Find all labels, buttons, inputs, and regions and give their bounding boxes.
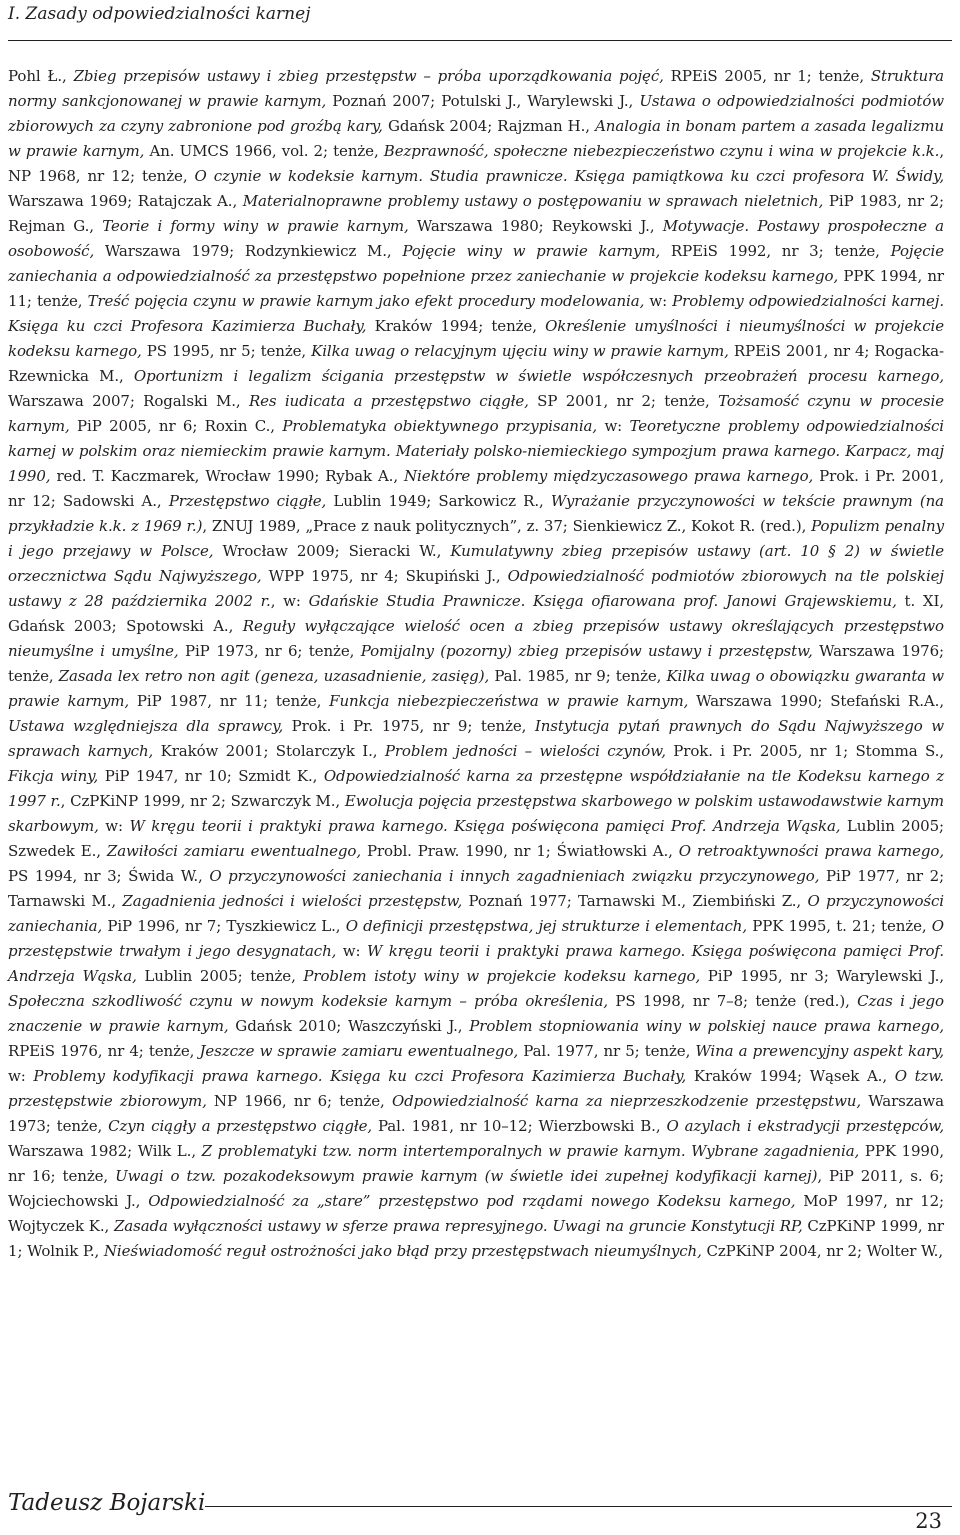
citation-text: Pohl Ł.,: [8, 67, 74, 85]
citation-title-italic: Pojęcie zaniechania a odpowiedzialność za przestępstwo popełnione przez zaniechanie w projekcie kodeksu karnego,: [8, 242, 945, 285]
citation-title-italic: Tożsamość czynu w procesie karnym,: [8, 392, 944, 435]
citation-title-italic: Struktura normy sankcjonowanej w prawie karnym,: [8, 67, 944, 110]
citation-text: w:: [336, 942, 367, 960]
citation-text: WPP 1975, nr 4; Skupiński J.,: [261, 567, 508, 585]
citation-title-italic: Analogia in bonam partem a zasada legalizmu w prawie karnym,: [8, 117, 944, 160]
citation-title-italic: Motywacje. Postawy prospołeczne a osobowość,: [8, 217, 944, 260]
citation-text: RPEiS 1992, nr 3; tenże,: [660, 242, 891, 260]
footer-rule: [205, 1506, 952, 1507]
page-number: 23: [915, 1509, 942, 1533]
citation-title-italic: Oportunizm i legalizm ścigania przestępstw w świetle współczesnych przeobrażeń procesu karnego,: [133, 367, 944, 385]
citation-title-italic: W kręgu teorii i praktyki prawa karnego. Księga poświęcona pamięci Prof. Andrzeja Wąska,: [8, 942, 944, 985]
citation-title-italic: Zawiłości zamiaru ewentualnego,: [106, 842, 361, 860]
citation-text: NP 1966, nr 6; tenże,: [206, 1092, 392, 1110]
citation-title-italic: Problemy odpowiedzialności karnej. Księga ku czci Profesora Kazimierza Buchały,: [8, 292, 944, 335]
citation-title-italic: Kumulatywny zbieg przepisów ustawy (art. 10 § 2) w świetle orzecznictwa Sądu Najwyższego,: [8, 542, 944, 585]
citation-text: PiP 1995, nr 3; Warylewski J.,: [700, 967, 944, 985]
citation-title-italic: Materialnoprawne problemy ustawy o postępowaniu w sprawach nieletnich,: [242, 192, 824, 210]
citation-title-italic: Odpowiedzialność karna za przestępne współdziałanie na tle Kodeksu karnego z 1997 r.: [8, 767, 944, 810]
citation-title-italic: Uwagi o tzw. pozakodeksowym prawie karnym (w świetle idei zupełnej kodyfikacji karnej): [115, 1167, 818, 1185]
citation-text: Lublin 2005; Szwedek E.,: [8, 817, 944, 860]
citation-title-italic: O przyczynowości zaniechania,: [8, 892, 944, 935]
citation-title-italic: Funkcja niebezpieczeństwa w prawie karnym,: [329, 692, 689, 710]
citation-title-italic: Odpowiedzialność karna za nieprzeszkodzenie przestępstwu,: [391, 1092, 862, 1110]
citation-text: PS 1994, nr 3; Świda W.,: [8, 867, 210, 885]
footer-author: Tadeusz Bojarski: [8, 1490, 206, 1516]
citation-text: , CzPKiNP 1999, nr 2; Szwarczyk M.,: [60, 792, 345, 810]
citation-title-italic: Instytucja pytań prawnych do Sądu Najwyższego w sprawach karnych,: [8, 717, 944, 760]
citation-text: RPEiS 2001, nr 4; Rogacka-Rzewnicka M.,: [8, 342, 944, 385]
citation-text: Warszawa 1976; tenże,: [8, 642, 944, 685]
citation-text: , w:: [270, 592, 309, 610]
citation-text: , ZNUJ 1989, „Prace z nauk politycznych”, z. 37; Sienkiewicz Z., Kokot R. (red.),: [202, 517, 812, 535]
citation-text: PPK 1990, nr 16; tenże,: [8, 1142, 944, 1185]
citation-title-italic: Problem istoty winy w projekcie kodeksu karnego,: [303, 967, 701, 985]
citation-title-italic: Ustawa względniejsza dla sprawcy,: [8, 717, 284, 735]
citation-text: Prok. i Pr. 2001, nr 12; Sadowski A.,: [8, 467, 944, 510]
citation-text: Gdańsk 2010; Waszczyński J.,: [228, 1017, 470, 1035]
citation-text: Kraków 1994; Wąsek A.,: [686, 1067, 895, 1085]
citation-title-italic: Bezprawność, społeczne niebezpieczeństwo czynu i wina w projekcie k.k.: [383, 142, 940, 160]
citation-title-italic: Pojęcie winy w prawie karnym,: [402, 242, 661, 260]
citation-text: Warszawa 1979; Rodzynkiewicz M.,: [94, 242, 403, 260]
citation-title-italic: Z problematyki tzw. norm intertemporalnych w prawie karnym. Wybrane zagadnienia,: [201, 1142, 860, 1160]
citation-text: Lublin 2005; tenże,: [136, 967, 304, 985]
citation-title-italic: O tzw. przestępstwie zbiorowym,: [8, 1067, 944, 1110]
citation-title-italic: Fikcja winy,: [8, 767, 99, 785]
citation-text: RPEiS 1976, nr 4; tenże,: [8, 1042, 200, 1060]
citation-title-italic: Teoretyczne problemy odpowiedzialności karnej w polskim oraz niemieckim prawie karnym. Materiały polsko-niemieckiego sympozjum prawa karnego. Karpacz, maj 1990,: [8, 417, 944, 485]
citation-title-italic: Zagadnienia jedności i wielości przestępstw,: [122, 892, 463, 910]
citation-title-italic: Czas i jego znaczenie w prawie karnym,: [8, 992, 944, 1035]
citation-text: Probl. Praw. 1990, nr 1; Światłowski A.,: [361, 842, 679, 860]
citation-title-italic: Problemy kodyfikacji prawa karnego. Księga ku czci Profesora Kazimierza Buchały,: [33, 1067, 687, 1085]
citation-text: w:: [8, 1067, 34, 1085]
citation-title-italic: Wina a prewencyjny aspekt kary,: [695, 1042, 945, 1060]
citation-text: PiP 1983, nr 2; Rejman G.,: [8, 192, 944, 235]
citation-text: PiP 1977, nr 2; Tarnawski M.,: [8, 867, 945, 910]
citation-text: Pal. 1981, nr 10–12; Wierzbowski B.,: [372, 1117, 667, 1135]
citation-title-italic: Wyrażanie przyczynowości w tekście prawnym (na przykładzie k.k. z 1969 r.): [8, 492, 944, 535]
citation-title-italic: O przyczynowości zaniechania i innych zagadnieniach związku przyczynowego,: [209, 867, 820, 885]
citation-text: PiP 1973, nr 6; tenże,: [178, 642, 361, 660]
citation-text: RPEiS 2005, nr 1; tenże,: [663, 67, 871, 85]
citation-text: Warszawa 1973; tenże,: [8, 1092, 944, 1135]
citation-text: Kraków 2001; Stolarczyk I.,: [153, 742, 385, 760]
citation-text: Wrocław 2009; Sieracki W.,: [213, 542, 451, 560]
citation-title-italic: Społeczna szkodliwość czynu w nowym kodeksie karnym – próba określenia,: [8, 992, 608, 1010]
citation-text: Prok. i Pr. 2005, nr 1; Stomma S.,: [665, 742, 944, 760]
citation-title-italic: Gdańskie Studia Prawnicze. Księga ofiarowana prof. Janowi Grajewskiemu,: [308, 592, 897, 610]
citation-text: Lublin 1949; Sarkowicz R.,: [326, 492, 551, 510]
citation-text: Poznań 1977; Tarnawski M., Ziembiński Z.,: [462, 892, 808, 910]
citation-title-italic: Pomijalny (pozorny) zbieg przepisów ustawy i przestępstw,: [360, 642, 813, 660]
citation-title-italic: Niektóre problemy międzyczasowego prawa karnego,: [404, 467, 814, 485]
citation-title-italic: Treść pojęcia czynu w prawie karnym jako efekt procedury modelowania,: [87, 292, 645, 310]
citation-text: CzPKiNP 2004, nr 2; Wolter W.,: [701, 1242, 944, 1260]
citation-text: An. UMCS 1966, vol. 2; tenże,: [144, 142, 384, 160]
citation-text: w:: [644, 292, 673, 310]
citation-title-italic: Odpowiedzialność za „stare” przestępstwo pod rządami nowego Kodeksu karnego,: [148, 1192, 796, 1210]
citation-text: Kraków 1994; tenże,: [366, 317, 546, 335]
citation-text: , NP 1968, nr 12; tenże,: [8, 142, 944, 185]
citation-text: t. XI, Gdańsk 2003; Spotowski A.,: [8, 592, 944, 635]
citation-title-italic: Przestępstwo ciągłe,: [168, 492, 327, 510]
citation-text: PPK 1994, nr 11; tenże,: [8, 267, 944, 310]
citation-text: PPK 1995, t. 21; tenże,: [747, 917, 932, 935]
citation-title-italic: Czyn ciągły a przestępstwo ciągłe,: [108, 1117, 373, 1135]
citation-title-italic: Problem stopniowania winy w polskiej nauce prawa karnego,: [469, 1017, 944, 1035]
citation-text: CzPKiNP 1999, nr 1; Wolnik P.,: [8, 1217, 944, 1260]
citation-text: Warszawa 1990; Stefański R.A.,: [688, 692, 944, 710]
citation-text: PS 1998, nr 7–8; tenże (red.),: [607, 992, 858, 1010]
citation-text: red. T. Kaczmarek, Wrocław 1990; Rybak A.,: [50, 467, 404, 485]
bibliography-paragraph: [8, 64, 944, 1264]
citation-title-italic: Zasada lex retro non agit (geneza, uzasadnienie, zasięg),: [58, 667, 490, 685]
citation-text: Warszawa 2007; Rogalski M.,: [8, 392, 249, 410]
citation-title-italic: Problem jedności – wielości czynów,: [384, 742, 666, 760]
citation-title-italic: Ewolucja pojęcia przestępstwa skarbowego w polskim ustawodawstwie karnym skarbowym,: [8, 792, 944, 835]
citation-text: PiP 1996, nr 7; Tyszkiewicz L.,: [102, 917, 346, 935]
citation-title-italic: O czynie w kodeksie karnym. Studia prawnicze. Księga pamiątkowa ku czci profesora W. Świdy,: [194, 167, 944, 185]
citation-text: w:: [597, 417, 630, 435]
citation-title-italic: O definicji przestępstwa, jej strukturze i elementach,: [345, 917, 748, 935]
citation-title-italic: Kilka uwag o relacyjnym ujęciu winy w prawie karnym,: [311, 342, 729, 360]
citation-title-italic: Nieświadomość reguł ostrożności jako błąd przy przestępstwach nieumyślnych,: [103, 1242, 702, 1260]
citation-title-italic: Res iudicata a przestępstwo ciągłe,: [248, 392, 529, 410]
citation-title-italic: Problematyka obiektywnego przypisania,: [282, 417, 598, 435]
running-header: I. Zasady odpowiedzialności karnej: [8, 4, 311, 24]
citation-text: Warszawa 1980; Reykowski J.,: [408, 217, 663, 235]
citation-text: Pal. 1985, nr 9; tenże,: [489, 667, 667, 685]
citation-title-italic: O przestępstwie trwałym i jego desygnatach,: [8, 917, 944, 960]
citation-text: Pal. 1977, nr 5; tenże,: [518, 1042, 696, 1060]
citation-text: PS 1995, nr 5; tenże,: [141, 342, 312, 360]
citation-text: , PiP 2011, s. 6; Wojciechowski J.,: [8, 1167, 944, 1210]
citation-text: Warszawa 1969; Ratajczak A.,: [8, 192, 243, 210]
citation-title-italic: Zasada wyłączności ustawy w sferze prawa represyjnego. Uwagi na gruncie Konstytucji RP,: [113, 1217, 803, 1235]
citation-text: Gdańsk 2004; Rajzman H.,: [382, 117, 596, 135]
citation-title-italic: Populizm penalny i jego przejawy w Polsce,: [8, 517, 944, 560]
citation-text: PiP 1947, nr 10; Szmidt K.,: [98, 767, 324, 785]
citation-text: SP 2001, nr 2; tenże,: [528, 392, 719, 410]
citation-text: PiP 2005, nr 6; Roxin C.,: [69, 417, 283, 435]
citation-title-italic: Odpowiedzialność podmiotów zbiorowych na tle polskiej ustawy z 28 października 2002 r.: [8, 567, 944, 610]
citation-title-italic: W kręgu teorii i praktyki prawa karnego. Księga poświęcona pamięci Prof. Andrzeja Wąska,: [129, 817, 841, 835]
citation-title-italic: Teorie i formy winy w prawie karnym,: [102, 217, 409, 235]
citation-title-italic: O retroaktywności prawa karnego,: [678, 842, 944, 860]
citation-title-italic: Zbieg przepisów ustawy i zbieg przestępstw – próba uporządkowania pojęć,: [73, 67, 664, 85]
header-rule: [8, 40, 952, 41]
citation-title-italic: Jeszcze w sprawie zamiaru ewentualnego,: [199, 1042, 519, 1060]
citation-title-italic: Kilka uwag o obowiązku gwaranta w prawie karnym,: [8, 667, 944, 710]
citation-title-italic: O azylach i ekstradycji przestępców,: [666, 1117, 944, 1135]
citation-text: w:: [98, 817, 130, 835]
citation-text: Warszawa 1982; Wilk L.,: [8, 1142, 202, 1160]
citation-title-italic: Reguły wyłączające wielość ocen a zbieg przepisów ustawy określających przestępstwo nieumyślne i umyślne,: [8, 617, 944, 660]
citation-title-italic: Ustawa o odpowiedzialności podmiotów zbiorowych za czyny zabronione pod groźbą kary,: [8, 92, 944, 135]
citation-text: MoP 1997, nr 12; Wojtyczek K.,: [8, 1192, 944, 1235]
citation-text: Prok. i Pr. 1975, nr 9; tenże,: [283, 717, 535, 735]
citation-text: PiP 1987, nr 11; tenże,: [129, 692, 330, 710]
citation-text: Poznań 2007; Potulski J., Warylewski J.,: [326, 92, 640, 110]
citation-title-italic: Określenie umyślności i nieumyślności w projekcie kodeksu karnego,: [8, 317, 944, 360]
